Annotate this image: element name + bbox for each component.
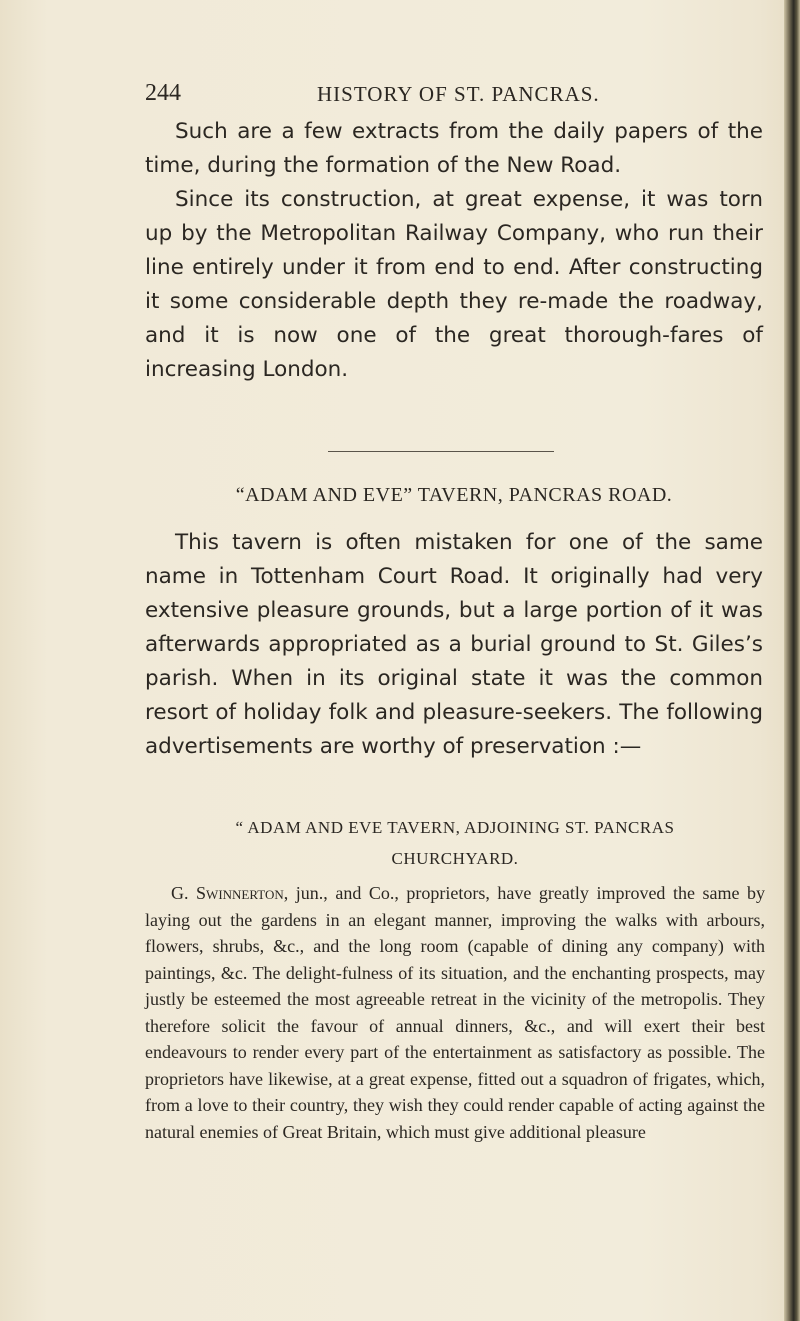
advertisement-heading-line-1: “ ADAM AND EVE TAVERN, ADJOINING ST. PANCRAS (235, 818, 675, 837)
section-paragraph: This tavern is often mistaken for one of the same name in Tottenham Court Road. It originally had very extensive pleasure grounds, but a large portion of it was afterwards appropriated as a burial ground to St. Giles’s parish. When in its original state it was the common resort of holiday folk and pleasure-seekers. The following advertisements are worthy of preservation :— (145, 530, 763, 759)
page-number: 244 (145, 80, 181, 106)
running-title: HISTORY OF ST. PANCRAS. (317, 82, 600, 106)
section-divider (328, 451, 554, 452)
advertisement-text-block (145, 880, 765, 1145)
page-edge (784, 0, 800, 1321)
section-text-block (145, 526, 763, 764)
advertisement-heading-line-2: CHURCHYARD. (391, 849, 519, 868)
advertisement-body: jun., and Co., proprietors, have greatly improved the same by laying out the gardens in an elegant manner, improving the walks with arbours, flowers, shrubs, &c., and the long room (capable of dining any company) with paintings, &c. The delight-fulness of its situation, and the enchanting prospects, may justly be esteemed the most agreeable retreat in the vicinity of the metropolis. They therefore solicit the favour of annual dinners, &c., and will exert their best endeavours to render every part of the entertainment as satisfactory as possible. The proprietors have likewise, at a great expense, fitted out a squadron of frigates, which, from a love to their country, they wish they could render capable of acting against the natural enemies of Great Britain, which must give additional pleasure (145, 883, 766, 1142)
paragraph-1: Such are a few extracts from the daily papers of the time, during the formation of the New Road. (145, 119, 763, 178)
advertisement-heading (145, 812, 765, 874)
proprietor-name: G. Swinnerton, (171, 883, 289, 903)
opening-text (145, 115, 763, 387)
advertisement-paragraph (145, 880, 765, 1145)
paragraph-2: Since its construction, at great expense, it was torn up by the Metropolitan Railway Company, who run their line entirely under it from end to end. After constructing it some considerable depth they re-made the roadway, and it is now one of the great thorough-fares of increasing London. (145, 187, 763, 382)
section-heading: “ADAM AND EVE” TAVERN, PANCRAS ROAD. (235, 484, 673, 506)
